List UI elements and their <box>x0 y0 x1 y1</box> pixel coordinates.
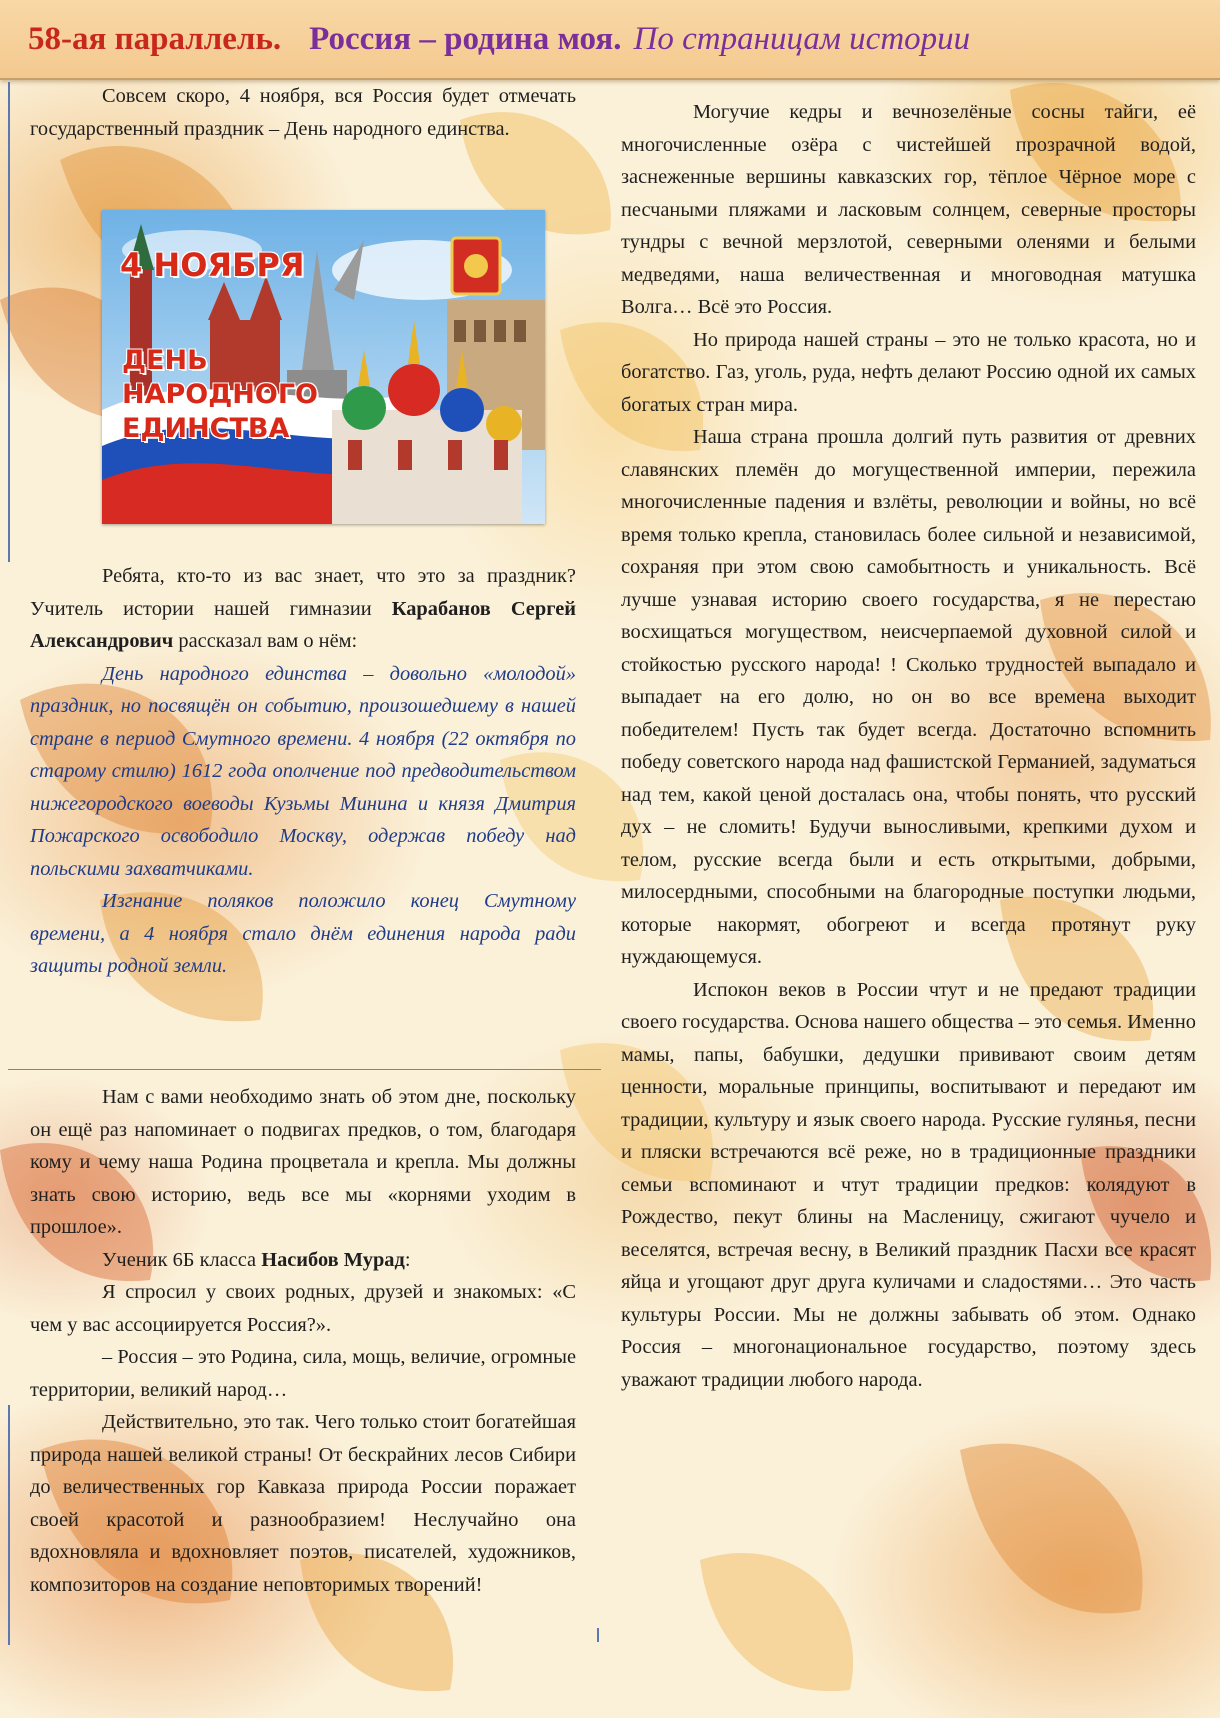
student-name: Насибов Мурад <box>261 1248 405 1271</box>
poster-line-1: ДЕНЬ <box>122 345 208 376</box>
left-column-rule-top <box>8 82 10 562</box>
intro-paragraph: Совсем скоро, 4 ноября, вся Россия будет отмечать государственный праздник – День народного единства. <box>30 85 576 140</box>
mid-column-tick <box>597 1628 599 1642</box>
nature-paragraph: Действительно, это так. Чего только стоит богатейшая природа нашей великой страны! От бескрайних лесов Сибири до величественных гор Кавказа природа России поражает своей красотой и разнообразием! Неслучайно она вдохновляла и вдохновляет поэтов, писателей, художников, композиторов на создание неповторимых творений! <box>30 1411 576 1596</box>
header-rubric: Россия – родина моя. <box>309 20 622 57</box>
question-paragraph <box>30 560 576 658</box>
unity-day-poster <box>102 210 545 524</box>
traditions-paragraph: Испокон веков в России чтут и не предают традиции своего государства. Основа нашего общества – это семья. Именно мамы, папы, бабушки, дедушки прививают своим детям ценности, моральные принципы, воспитывают и передают им традиции, культуру и язык своего народа. Русские гулянья, песни и пляски встречаются всё реже, но в традиционные праздники семьи вспоминают и чтут традиции предков: колядуют в Рождество, пекут блины на Масленицу, сжигают чучело и веселятся, встречая весну, в Великий праздник Пасхи все красят яйца и угощают друг друга куличами и сладостями… Это часть культуры России. Мы не должны забывать об этом. Однако Россия – многонациональное государство, поэтому здесь уважают традиции любого народа. <box>621 978 1196 1391</box>
section-divider <box>8 1069 601 1070</box>
poster-holiday-name <box>122 344 318 446</box>
answer-paragraph: – Россия – это Родина, сила, мощь, величие, огромные территории, великий народ… <box>30 1346 576 1401</box>
teacher-quote-1: День народного единства – довольно «молодой» праздник, но посвящён он событию, произошедшему в нашей стране в период Смутного времени. 4 ноября (22 октября по старому стилю) 1612 года ополчение под предводительством нижегородского воеводы Кузьмы Минина и князя Дмитрия Пожарского освободило Москву, одержав победу над польскими захватчиками. <box>30 662 576 880</box>
right-column <box>621 96 1196 1396</box>
left-column-history <box>30 560 576 983</box>
student-line <box>30 1244 576 1277</box>
header-parallel: 58-ая параллель. <box>28 20 282 57</box>
poster-line-2: НАРОДНОГО <box>122 379 318 410</box>
left-column-rule-bottom <box>8 1405 10 1645</box>
wealth-paragraph: Но природа нашей страны – это не только красота, но и богатство. Газ, уголь, руда, нефть делают Россию одной их самых богатых стран мира. <box>621 328 1196 416</box>
page-header <box>0 0 1220 80</box>
poster-line-3: ЕДИНСТВА <box>122 413 290 444</box>
left-column-student <box>30 1081 576 1601</box>
teacher-name: Карабанов Сергей Александрович <box>30 597 576 652</box>
asked-paragraph: Я спросил у своих родных, друзей и знакомых: «С чем у вас ассоциируется Россия?». <box>30 1281 576 1336</box>
left-column-intro <box>30 80 576 145</box>
history-paragraph: Наша страна прошла долгий путь развития от древних славянских племён до могущественной империи, пережила многочисленные падения и взлёты, революции и войны, но всё время только крепла, становилась более сильной и независимой, сохраняя при этом свою самобытность и уникальность. Всё лучше узнавая историю своего государства, я не перестаю восхищаться могуществом, неисчерпаемой духовной силой и стойкостью русского народа! ! Сколько трудностей выпадало и выпадает на его долю, но он во все времена выходит победителем! Пусть так будет всегда. Достаточно вспомнить победу советского народа над фашистской Германией, задуматься над тем, какой ценой досталась она, чтобы понять, что русский дух – не сломить! Будучи выносливыми, крепкими духом и телом, русские всегда были и есть открытыми, добрыми, милосердными, способными на благородные поступки людьми, которые накормят, обогреют и всегда протянут руку нуждающемуся. <box>621 426 1196 968</box>
teacher-quote-2: Изгнание поляков положило конец Смутному времени, а 4 ноября стало днём единения народа ради защиты родной земли. <box>30 890 576 977</box>
need-to-know-paragraph: Нам с вами необходимо знать об этом дне, поскольку он ещё раз напоминает о подвигах предков, о том, благодаря кому и чему наша Родина процветала и крепла. Мы должны знать свою историю, ведь все мы «корнями уходим в прошлое». <box>30 1086 576 1238</box>
student-colon: : <box>404 1248 411 1271</box>
poster-date: 4 НОЯБРЯ <box>120 246 305 284</box>
taiga-paragraph: Могучие кедры и вечнозелёные сосны тайги, её многочисленные озёра с чистейшей прозрачной водой, заснеженные вершины кавказских гор, тёплое Чёрное море с песчаными пляжами и ласковым солнцем, северные просторы тундры с вечной мерзлотой, северными оленями и белыми медведями, наша величественная и многоводная матушка Волга… Всё это Россия. <box>621 101 1196 318</box>
header-subtitle: По страницам истории <box>633 20 971 57</box>
question-end: рассказал вам о нём: <box>173 630 358 652</box>
question-start: Ребята, кто-то из вас знает, что это за праздник? Учитель истории нашей гимназии <box>30 565 576 620</box>
student-label: Ученик 6Б класса <box>102 1248 262 1271</box>
